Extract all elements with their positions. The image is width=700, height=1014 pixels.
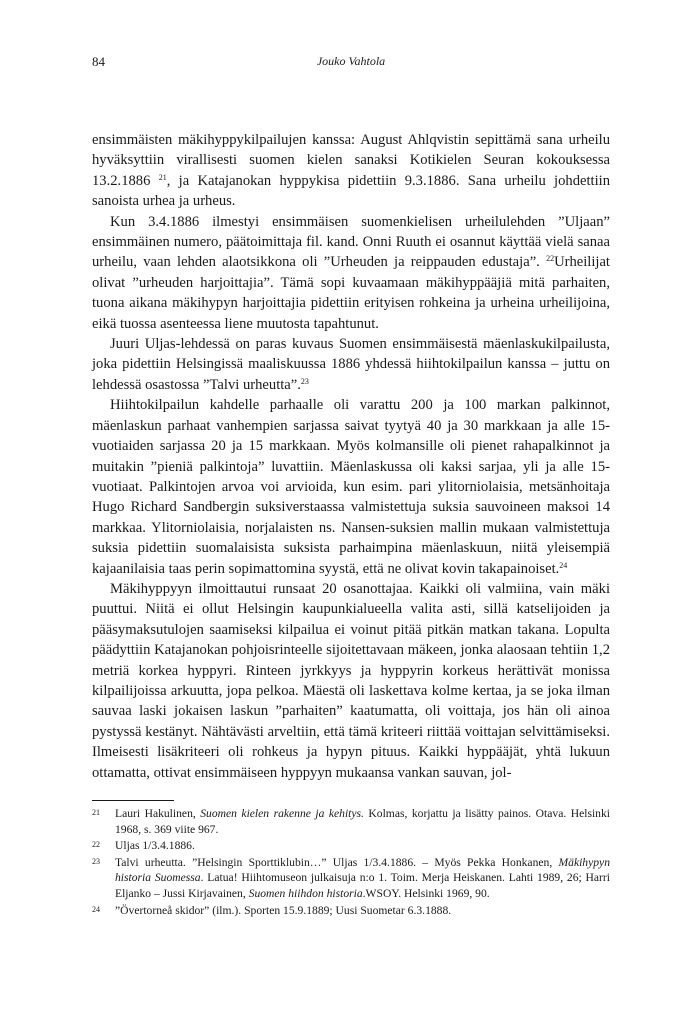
- italic-title: Mäkihypyn historia Suomessa: [115, 855, 610, 885]
- footnote-number: 23: [92, 856, 100, 866]
- footnote-reference: 24: [559, 560, 568, 570]
- text-run: ”Övertorneå skidor” (ilm.). Sporten 15.9.1889; Uusi Suometar 6.3.1888.: [115, 903, 452, 917]
- text-run: .WSOY. Helsinki 1969, 90.: [362, 886, 490, 900]
- book-page: [92, 54, 610, 919]
- footnote-number: 21: [92, 808, 100, 817]
- text-run: Kolmas, korjattu ja lisätty painos. Otava. Helsinki 1968, s. 369 viite 967.: [115, 807, 610, 836]
- footnote-text: [115, 806, 610, 837]
- text-run: Mäkihyppyyn ilmoittautui runsaat 20 osanottajaa. Kaikki oli valmiina, vain mäki puuttui. Niitä ei ollut Helsingin kaupunkialueella valita asti, sillä katselijoiden ja pääsymaksutulojen saamiseksi kilpailua ei voinut pitää pitkän matkan takana. Lopulta päädyttiin Katajanokan pohjoisrinteelle sijoitettavaan mäkeen, jonka alaosaan tehtiin 1,2 metriä korkea hyppyri. Rinteen jyrkkyys ja hyppyrin korkeus herättivät monissa kilpailijoissa arkuutta, jopa pelkoa. Mäestä oli laskettava kolme kertaa, ja se joka ilman sauvaa laski jokaisen laskun ”parhaiten” kaatumatta, oli voittaja, jos hän oli ainoa pystyssä kestänyt. Nähtävästi arveltiin, että tämä kriteeri riittää voittajan selvittämiseksi. Ilmeisesti lisäkriteeri oli rohkeus ja hypyn pituus. Kaikki hyppääjät, yhtä lukuun ottamatta, ottivat ensimmäiseen hyppyyn mukaansa vankan sauvan, jol-: [92, 580, 610, 781]
- footnote-reference: 21: [158, 172, 167, 182]
- footnote-text: [115, 838, 610, 854]
- footnote-text: [115, 855, 610, 902]
- footnote-separator: [92, 800, 174, 801]
- paragraph: [92, 334, 610, 395]
- paragraph: [92, 579, 610, 783]
- page-number: 84: [92, 54, 105, 69]
- text-run: Uljas 1/3.4.1886.: [115, 839, 195, 853]
- footnote: [92, 806, 610, 837]
- italic-title: Suomen hiihdon historia: [248, 886, 363, 900]
- footnote-number: 22: [92, 840, 100, 850]
- text-run: , ja Katajanokan hyppykisa pidettiin 9.3.1886. Sana urheilu johdettiin sanoista urhea ja urheus.: [92, 172, 610, 210]
- paragraph: [92, 130, 610, 212]
- text-run: Juuri Uljas-lehdessä on paras kuvaus Suomen ensimmäisestä mäenlaskukilpailusta, joka pidettiin Helsingissä maaliskuussa 1886 yhdessä hiihtokilpailun kanssa – juttu on lehdessä osastossa ”Talvi urheutta”.: [92, 336, 610, 393]
- italic-title: Suomen kielen rakenne ja kehitys.: [200, 807, 364, 820]
- text-run: Urheilijat olivat ”urheuden harjoittajia”. Tämä sopi kuvaamaan mäkihyppääjiä mitä parhaiten, tuona aikana mäkihypyn harjoittajia pidettiin erityisen rohkeina ja urheina urheilijoina, eikä tuossa asenteessa liene muutosta tapahtunut.: [92, 254, 610, 332]
- footnote-text: [115, 903, 610, 919]
- running-head: Jouko Vahtola: [316, 54, 386, 68]
- text-run: Lauri Hakulinen,: [115, 807, 201, 820]
- footnote-reference: 23: [300, 376, 309, 386]
- footnotes: [92, 806, 610, 918]
- footnote: [92, 838, 610, 854]
- text-run: ensimmäisten mäkihyppykilpailujen kanssa: August Ahlqvistin sepittämä sana urheilu hyväksyttiin virallisesti suomen kielen sanaksi Kotikielen Seuran kokouksessa 13.2.1886: [92, 132, 610, 189]
- paragraph: [92, 212, 610, 334]
- paragraph: [92, 395, 610, 579]
- footnote-number: 24: [92, 904, 100, 914]
- text-run: Kun 3.4.1886 ilmestyi ensimmäisen suomenkielisen urheilulehden ”Uljaan” ensimmäinen numero, päätoimittaja fil. kand. Onni Ruuth ei osannut käyttää vielä sanaa urheilu, vaan lehden alaotsikkona oli ”Urheuden ja reippauden edustaja”.: [92, 213, 610, 271]
- page-header: [92, 54, 610, 74]
- text-run: Talvi urheutta. ”Helsingin Sporttiklubin…” Uljas 1/3.4.1886. – Myös Pekka Honkanen,: [115, 855, 559, 869]
- text-run: Hiihtokilpailun kahdelle parhaalle oli varattu 200 ja 100 markan palkinnot, mäenlaskun parhaat vanhempien sarjassa saivat tyytyä 40 ja 30 markkaan ja alle 15-vuotiaiden sarjassa 20 ja 15 markkaan. Myös kolmansille oli pienet rahapalkinnot ja muitakin ”pieniä palkintoja” luvattiin. Mäenlaskussa oli kaksi sarjaa, yli ja alle 15-vuotiaat. Palkintojen arvoa voi arvioida, kun esim. pari ylitorniolaisia, metsänhoitaja Hugo Richard Sandbergin suksiverstaassa valmistettuja suksia sauvoineen maksoi 14 markkaa. Ylitorniolaisia, norjalaisten ns. Nansen-suksien mallin mukaan valmistettuja suksia pidettiin suomalaisista suksista parhaimpina mäenlaskuun, niitä yleisempiä kajaanilaisia taas perin sopimattomina syystä, että ne olivat kovin takapainoiset.: [92, 397, 610, 577]
- footnote: [92, 855, 610, 902]
- text-run: . Latua! Hiihtomuseon julkaisuja n:o 1. Toim. Merja Heiskanen. Lahti 1989, 26; Harri Eljanko – Jussi Kirjavainen,: [115, 871, 610, 900]
- footnote: [92, 903, 610, 919]
- body-text: [92, 130, 610, 783]
- footnote-reference: 22: [546, 254, 555, 264]
